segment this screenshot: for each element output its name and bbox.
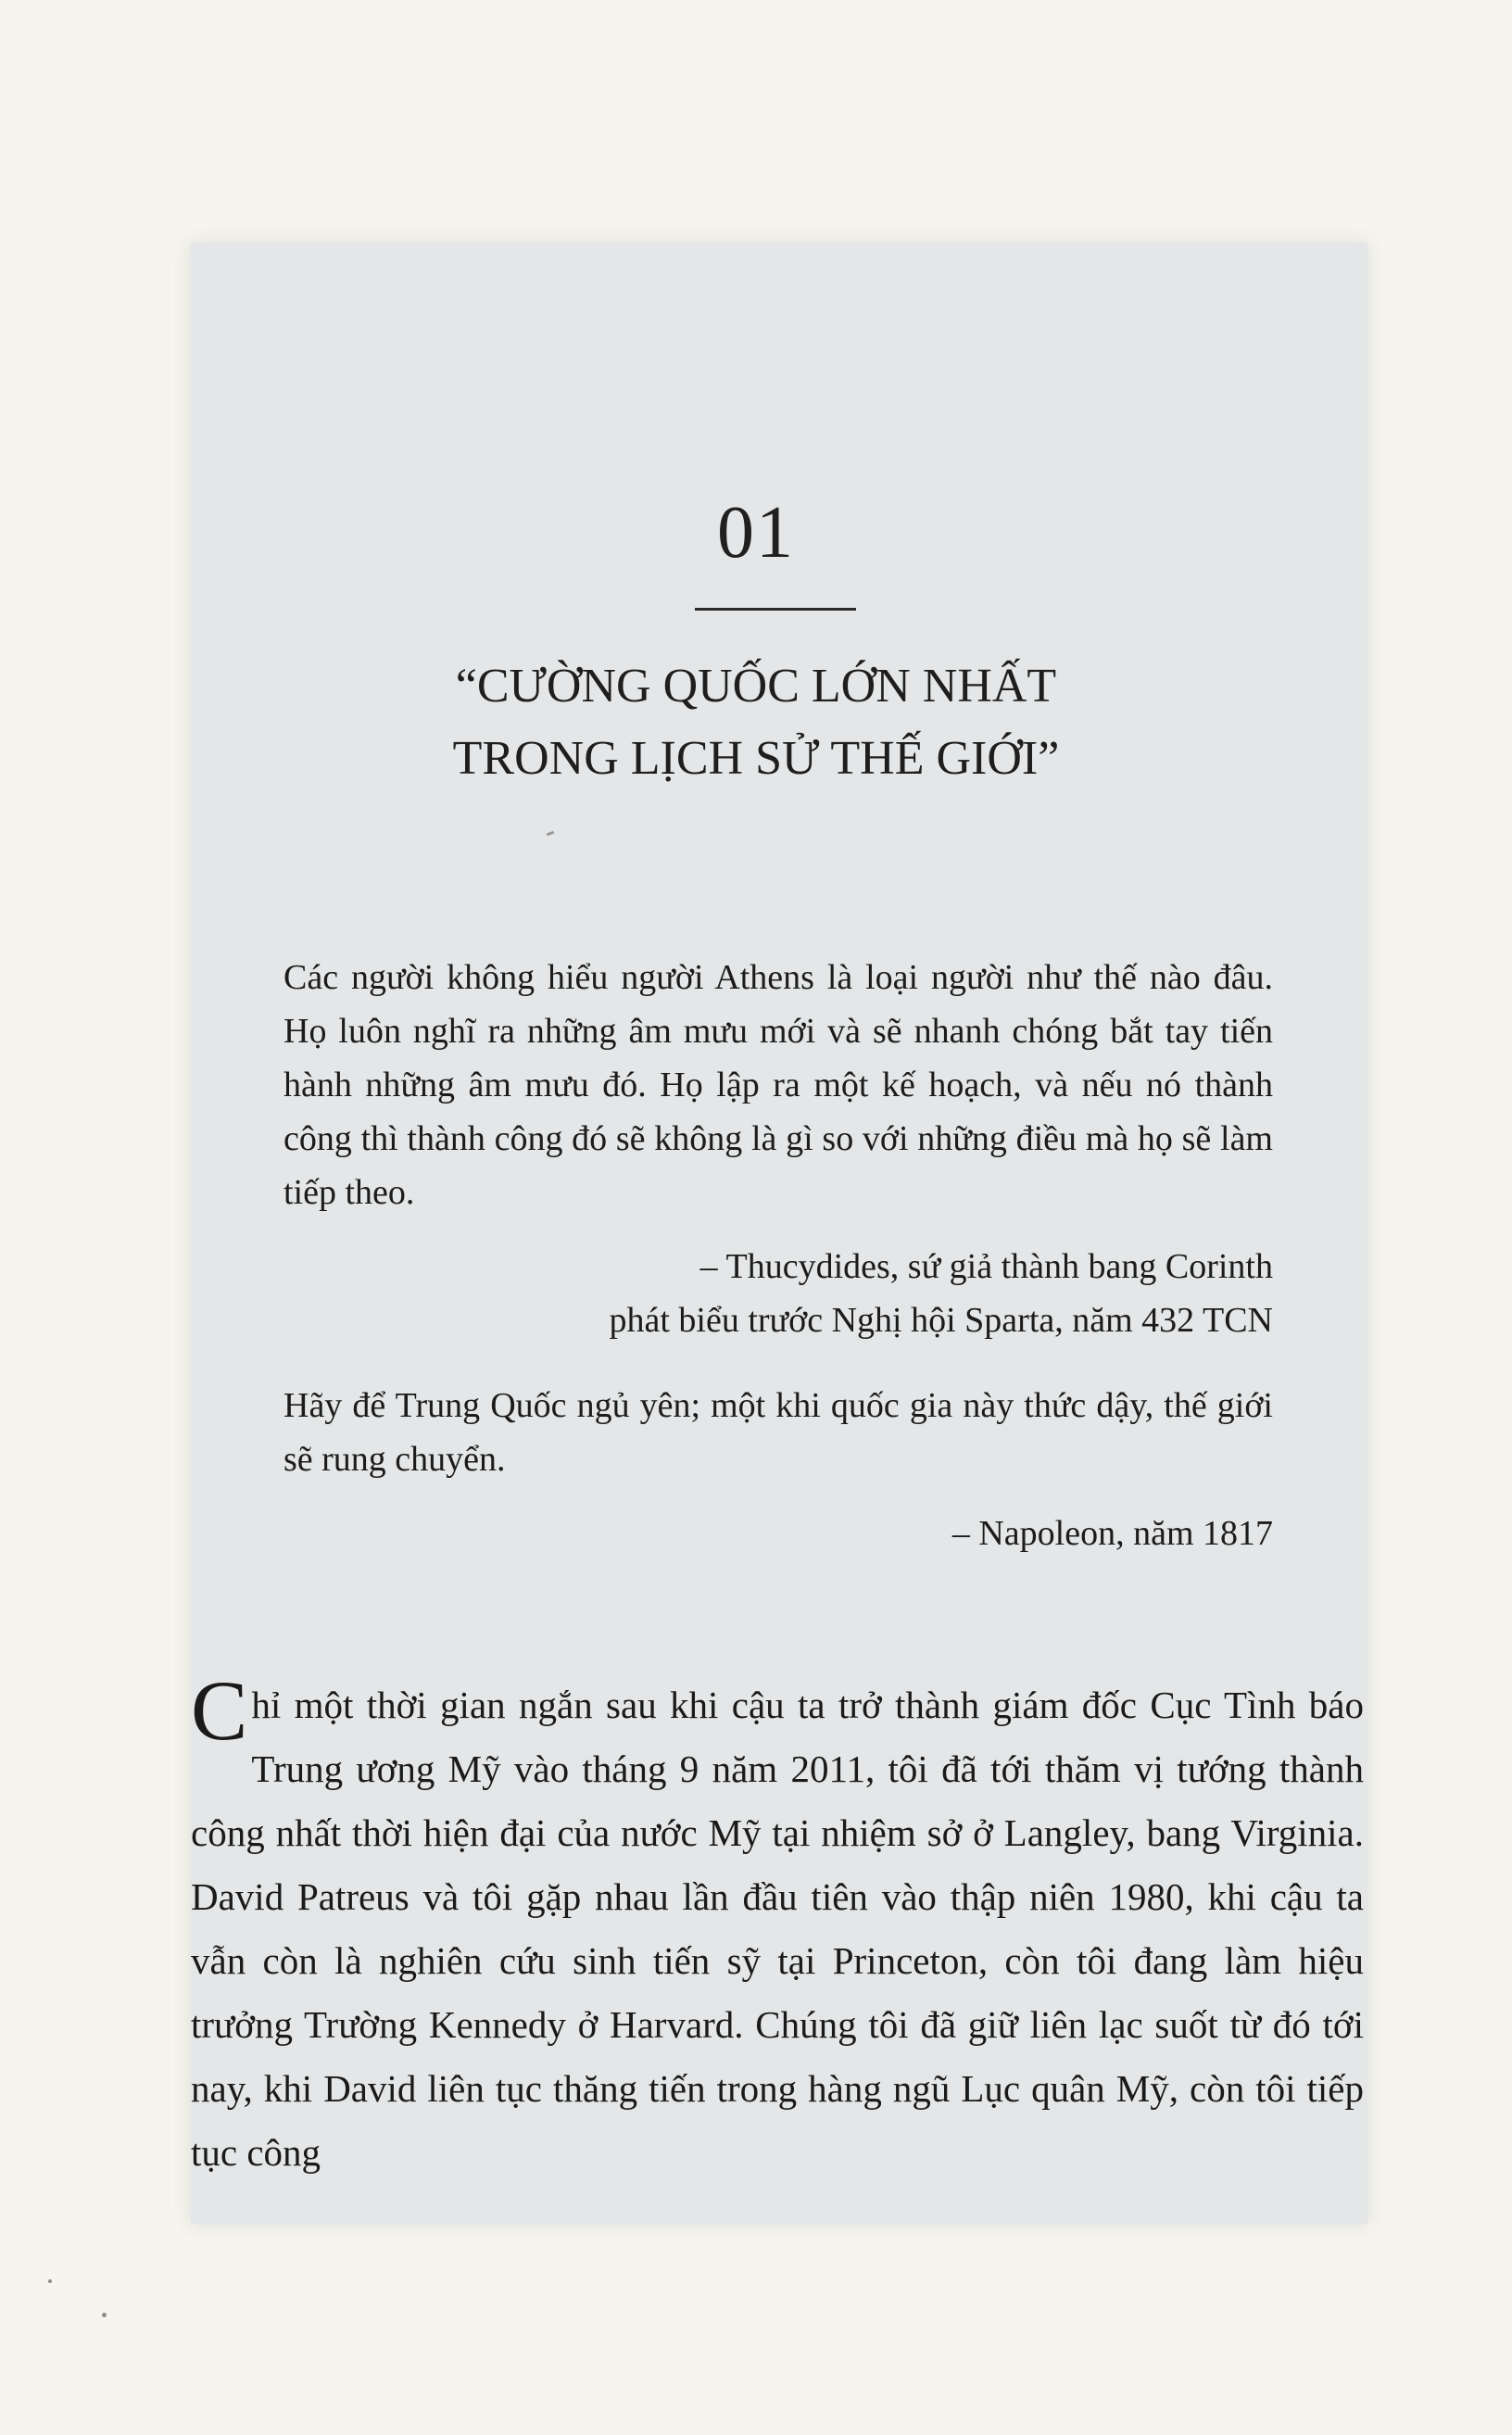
epigraph-attribution-line-2: phát biểu trước Nghị hội Sparta, năm 432 TCN: [609, 1301, 1273, 1340]
chapter-title-line-1: “CƯỜNG QUỐC LỚN NHẤT: [455, 660, 1057, 713]
chapter-number: 01: [717, 492, 795, 574]
epigraph-attribution-line-1: – Thucydides, sứ giả thành bang Corinth: [699, 1247, 1273, 1286]
chapter-title: [0, 650, 1512, 795]
chapter-divider: [695, 608, 856, 611]
body-paragraph: [191, 1663, 1364, 2185]
paper-speck: [48, 2279, 52, 2283]
epigraph-napoleon: [284, 1379, 1273, 1560]
epigraph-text: Hãy để Trung Quốc ngủ yên; một khi quốc gia này thức dậy, thế giới sẽ rung chuyển.: [284, 1386, 1273, 1479]
epigraph-attribution: – Napoleon, năm 1817: [951, 1514, 1273, 1553]
epigraph-thucydides: [284, 951, 1273, 1347]
paper-speck: [102, 2313, 107, 2317]
body-text: hỉ một thời gian ngắn sau khi cậu ta trở thành giám đốc Cục Tình báo Trung ương Mỹ vào tháng 9 năm 2011, tôi đã tới thăm vị tướng thành công nhất thời hiện đại của nước Mỹ tại nhiệm sở ở Langley, bang Virginia. David Patreus và tôi gặp nhau lần đầu tiên vào thập niên 1980, khi cậu ta vẫn còn là nghiên cứu sinh tiến sỹ tại Princeton, còn tôi đang làm hiệu trưởng Trường Kennedy ở Harvard. Chúng tôi đã giữ liên lạc suốt từ đó tới nay, khi David liên tục thăng tiến trong hàng ngũ Lục quân Mỹ, còn tôi tiếp tục công: [191, 1684, 1364, 2174]
epigraph-text: Các người không hiểu người Athens là loại người như thế nào đâu. Họ luôn nghĩ ra những âm mưu mới và sẽ nhanh chóng bắt tay tiến hành những âm mưu đó. Họ lập ra một kế hoạch, và nếu nó thành công thì thành công đó sẽ không là gì so với những điều mà họ sẽ làm tiếp theo.: [284, 958, 1273, 1212]
drop-cap: C: [191, 1663, 248, 1758]
chapter-title-line-2: TRONG LỊCH SỬ THẾ GIỚI”: [452, 732, 1060, 785]
